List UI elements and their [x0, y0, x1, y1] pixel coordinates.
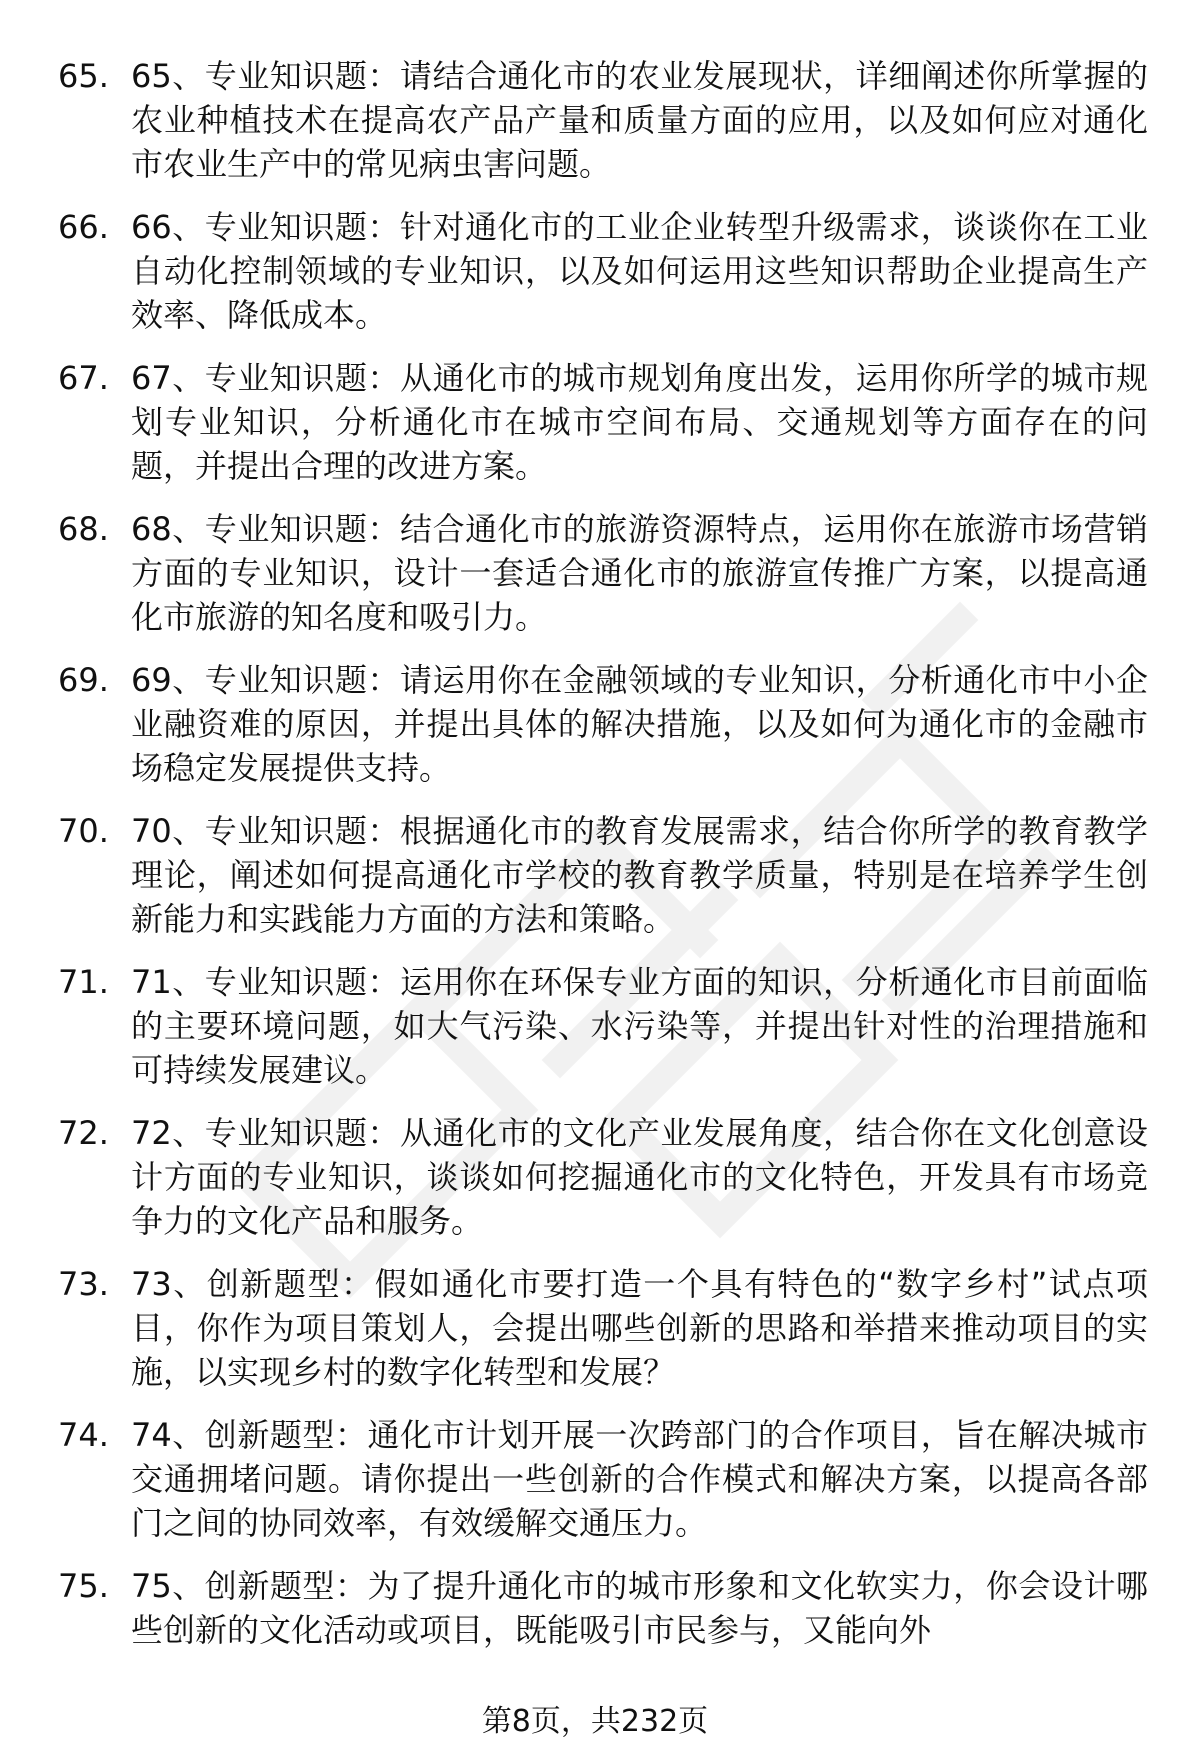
question-number: 74. [58, 1416, 109, 1454]
question-number: 65. [58, 57, 109, 95]
question-text: 73、创新题型：假如通化市要打造一个具有特色的“数字乡村”试点项目，你作为项目策划人，会提出哪些创新的思路和举措来推动项目的实施，以实现乡村的数字化转型和发展？ [131, 1265, 1148, 1391]
question-number: 67. [58, 359, 109, 397]
question-number: 70. [58, 812, 109, 850]
question-item [58, 809, 1148, 941]
question-number: 71. [58, 963, 109, 1001]
question-item [58, 356, 1148, 488]
question-number: 72. [58, 1114, 109, 1152]
question-item [58, 1262, 1148, 1394]
question-number: 73. [58, 1265, 109, 1303]
question-text: 70、专业知识题：根据通化市的教育发展需求，结合你所学的教育教学理论，阐述如何提高通化市学校的教育教学质量，特别是在培养学生创新能力和实践能力方面的方法和策略。 [131, 812, 1148, 938]
question-text: 75、创新题型：为了提升通化市的城市形象和文化软实力，你会设计哪些创新的文化活动或项目，既能吸引市民参与，又能向外 [131, 1567, 1148, 1649]
question-number: 75. [58, 1567, 109, 1605]
question-item [58, 54, 1148, 186]
question-item [58, 507, 1148, 639]
question-number: 68. [58, 510, 109, 548]
question-list [58, 54, 1148, 1652]
question-number: 66. [58, 208, 109, 246]
question-text: 66、专业知识题：针对通化市的工业企业转型升级需求，谈谈你在工业自动化控制领域的专业知识，以及如何运用这些知识帮助企业提高生产效率、降低成本。 [131, 208, 1148, 334]
question-text: 69、专业知识题：请运用你在金融领域的专业知识，分析通化市中小企业融资难的原因，并提出具体的解决措施，以及如何为通化市的金融市场稳定发展提供支持。 [131, 661, 1148, 787]
question-item [58, 960, 1148, 1092]
page-footer [0, 1702, 1190, 1742]
question-text: 67、专业知识题：从通化市的城市规划角度出发，运用你所学的城市规划专业知识，分析通化市在城市空间布局、交通规划等方面存在的问题，并提出合理的改进方案。 [131, 359, 1148, 485]
question-text: 72、专业知识题：从通化市的文化产业发展角度，结合你在文化创意设计方面的专业知识，谈谈如何挖掘通化市的文化特色，开发具有市场竞争力的文化产品和服务。 [131, 1114, 1148, 1240]
question-text: 74、创新题型：通化市计划开展一次跨部门的合作项目，旨在解决城市交通拥堵问题。请你提出一些创新的合作模式和解决方案，以提高各部门之间的协同效率，有效缓解交通压力。 [131, 1416, 1148, 1542]
question-number: 69. [58, 661, 109, 699]
question-text: 71、专业知识题：运用你在环保专业方面的知识，分析通化市目前面临的主要环境问题，如大气污染、水污染等，并提出针对性的治理措施和可持续发展建议。 [131, 963, 1148, 1089]
page-number-label: 第8页，共232页 [481, 1704, 709, 1739]
question-text: 65、专业知识题：请结合通化市的农业发展现状，详细阐述你所掌握的农业种植技术在提高农产品产量和质量方面的应用，以及如何应对通化市农业生产中的常见病虫害问题。 [131, 57, 1148, 183]
question-text: 68、专业知识题：结合通化市的旅游资源特点，运用你在旅游市场营销方面的专业知识，设计一套适合通化市的旅游宣传推广方案，以提高通化市旅游的知名度和吸引力。 [131, 510, 1148, 636]
question-item [58, 205, 1148, 337]
question-item [58, 658, 1148, 790]
question-item [58, 1413, 1148, 1545]
question-item [58, 1564, 1148, 1652]
question-item [58, 1111, 1148, 1243]
question-content [58, 54, 1148, 1671]
